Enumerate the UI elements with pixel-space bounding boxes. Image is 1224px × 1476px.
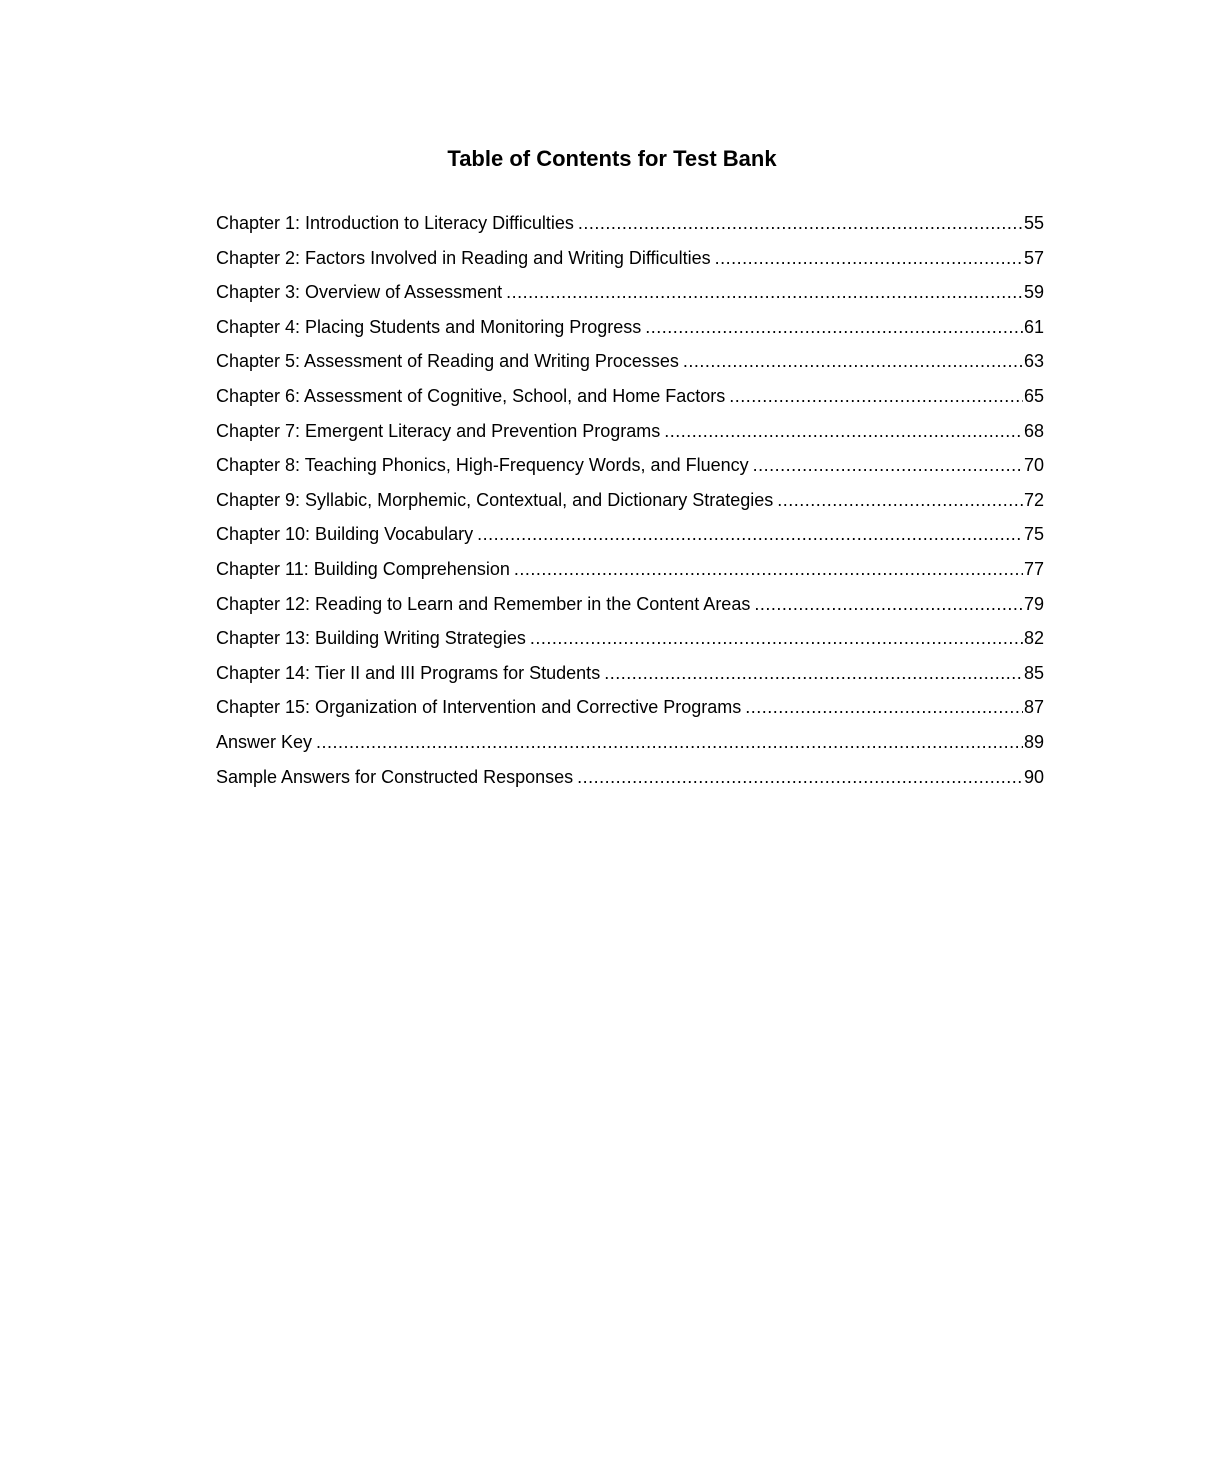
toc-entry bbox=[216, 483, 1044, 518]
toc-entry-label: Chapter 2: Factors Involved in Reading and Writing Difficulties bbox=[216, 247, 711, 268]
toc-dot-leader bbox=[530, 621, 1023, 656]
toc-entry-page: 68 bbox=[1023, 420, 1044, 441]
toc-entry-page: 61 bbox=[1023, 316, 1044, 337]
toc-dot-leader bbox=[477, 517, 1023, 552]
toc-entry-page: 77 bbox=[1023, 558, 1044, 579]
toc-dot-leader bbox=[316, 725, 1023, 760]
toc-entry-label: Chapter 5: Assessment of Reading and Writing Processes bbox=[216, 351, 679, 372]
toc-dot-leader bbox=[578, 206, 1023, 241]
toc-dot-leader bbox=[715, 241, 1023, 276]
toc-entry-label: Chapter 13: Building Writing Strategies bbox=[216, 628, 526, 649]
toc-entry-page: 75 bbox=[1023, 524, 1044, 545]
toc-entry-page: 79 bbox=[1023, 593, 1044, 614]
toc-dot-leader bbox=[664, 414, 1023, 449]
toc-entry-page: 85 bbox=[1023, 662, 1044, 683]
toc-entry bbox=[216, 275, 1044, 310]
toc-entry-page: 57 bbox=[1023, 247, 1044, 268]
toc-entry-label: Chapter 10: Building Vocabulary bbox=[216, 524, 474, 545]
toc-entry-page: 87 bbox=[1023, 697, 1044, 718]
toc-entry-label: Sample Answers for Constructed Responses bbox=[216, 766, 574, 787]
toc-entry bbox=[216, 760, 1044, 795]
toc-entry-page: 65 bbox=[1023, 385, 1044, 406]
toc-entry-page: 59 bbox=[1023, 282, 1044, 303]
toc-entry-label: Chapter 6: Assessment of Cognitive, School, and Home Factors bbox=[216, 385, 726, 406]
toc-dot-leader bbox=[729, 379, 1023, 414]
toc-dot-leader bbox=[604, 656, 1023, 691]
toc-entry bbox=[216, 206, 1044, 241]
toc-entry-label: Chapter 11: Building Comprehension bbox=[216, 558, 510, 579]
toc-entry bbox=[216, 414, 1044, 449]
toc-entry bbox=[216, 241, 1044, 276]
toc-entry bbox=[216, 621, 1044, 656]
toc-entry-label: Chapter 12: Reading to Learn and Remember in the Content Areas bbox=[216, 593, 751, 614]
toc-dot-leader bbox=[577, 760, 1023, 795]
toc-entry-label: Chapter 15: Organization of Intervention and Corrective Programs bbox=[216, 697, 742, 718]
toc-entry-page: 82 bbox=[1023, 628, 1044, 649]
toc-entry bbox=[216, 379, 1044, 414]
toc-entry-label: Chapter 14: Tier II and III Programs for Students bbox=[216, 662, 601, 683]
toc-dot-leader bbox=[645, 310, 1023, 345]
toc-entry bbox=[216, 517, 1044, 552]
toc-dot-leader bbox=[683, 344, 1023, 379]
toc-entry-page: 72 bbox=[1023, 489, 1044, 510]
toc-entry-page: 90 bbox=[1023, 766, 1044, 787]
toc-entry-label: Chapter 9: Syllabic, Morphemic, Contextual, and Dictionary Strategies bbox=[216, 489, 774, 510]
toc-entry bbox=[216, 448, 1044, 483]
toc-dot-leader bbox=[754, 587, 1023, 622]
toc-dot-leader bbox=[777, 483, 1023, 518]
toc-dot-leader bbox=[514, 552, 1023, 587]
toc-entry-label: Chapter 8: Teaching Phonics, High-Frequency Words, and Fluency bbox=[216, 455, 749, 476]
toc-entry-label: Chapter 7: Emergent Literacy and Prevention Programs bbox=[216, 420, 661, 441]
page-title: Table of Contents for Test Bank bbox=[447, 146, 777, 171]
toc-dot-leader bbox=[745, 690, 1023, 725]
toc-entry-page: 70 bbox=[1023, 455, 1044, 476]
table-of-contents bbox=[216, 206, 1044, 794]
toc-entry bbox=[216, 552, 1044, 587]
toc-entry-label: Chapter 4: Placing Students and Monitoring Progress bbox=[216, 316, 642, 337]
toc-entry-page: 55 bbox=[1023, 213, 1044, 233]
toc-dot-leader bbox=[506, 275, 1023, 310]
toc-dot-leader bbox=[753, 448, 1023, 483]
toc-entry-label: Chapter 3: Overview of Assessment bbox=[216, 282, 503, 303]
toc-entry-page: 63 bbox=[1023, 351, 1044, 372]
toc-entry bbox=[216, 690, 1044, 725]
toc-entry-page: 89 bbox=[1023, 731, 1044, 752]
toc-entry bbox=[216, 656, 1044, 691]
toc-entry bbox=[216, 725, 1044, 760]
toc-entry bbox=[216, 587, 1044, 622]
toc-entry bbox=[216, 344, 1044, 379]
toc-entry-label: Answer Key bbox=[216, 731, 313, 752]
toc-entry-label: Chapter 1: Introduction to Literacy Difficulties bbox=[216, 213, 574, 233]
toc-entry bbox=[216, 310, 1044, 345]
